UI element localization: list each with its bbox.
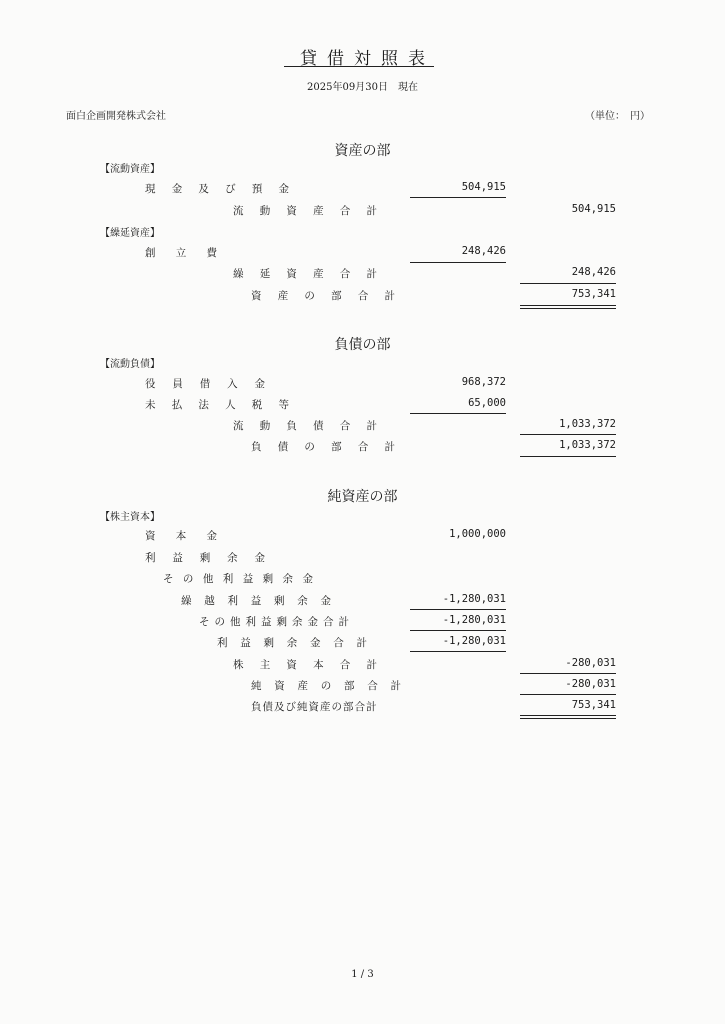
rule (410, 609, 506, 610)
current-liabilities-category: 【流動負債】 (100, 359, 160, 370)
shareholders-equity-category: 【株主資本】 (100, 512, 160, 523)
assets-total-label: 資 産 の 部 合 計 (251, 290, 395, 302)
assets-total-value: 753,341 (571, 288, 616, 300)
founding-cost-value: 248,426 (461, 245, 506, 257)
rule (410, 651, 506, 652)
capital-stock-label: 資 本 金 (145, 530, 217, 542)
unit-note: （単位： 円） (585, 111, 650, 122)
carried-forward-earnings-label: 繰 越 利 益 剰 余 金 (181, 595, 331, 607)
other-retained-total-label: そ の 他 利 益 剰 余 金 合 計 (199, 616, 349, 628)
rule (410, 413, 506, 414)
rule (410, 630, 506, 631)
rule (520, 283, 616, 284)
officer-loan-label: 役 員 借 入 金 (145, 378, 265, 390)
double-rule (520, 305, 616, 309)
grand-total-label: 負債及び純資産の部合計 (251, 701, 378, 713)
document-title: 貸借対照表 (300, 49, 435, 69)
equity-total-label: 株 主 資 本 合 計 (233, 659, 377, 671)
cash-label: 現 金 及 び 預 金 (145, 183, 289, 195)
company-name: 面白企画開発株式会社 (66, 111, 166, 122)
assets-heading: 資産の部 (334, 143, 391, 159)
current-liabilities-total-label: 流 動 負 債 合 計 (233, 420, 377, 432)
grand-total-value: 753,341 (571, 699, 616, 711)
officer-loan-value: 968,372 (461, 376, 506, 388)
net-assets-total-label: 純 資 産 の 部 合 計 (251, 680, 401, 692)
carried-forward-earnings-value: -1,280,031 (442, 593, 506, 605)
retained-earnings-total-label: 利 益 剰 余 金 合 計 (217, 637, 367, 649)
retained-earnings-total-value: -1,280,031 (442, 635, 506, 647)
liabilities-total-label: 負 債 の 部 合 計 (251, 441, 395, 453)
liabilities-heading: 負債の部 (334, 337, 391, 353)
capital-stock-value: 1,000,000 (449, 528, 506, 540)
unpaid-tax-label: 未 払 法 人 税 等 (145, 399, 289, 411)
rule (520, 434, 616, 435)
double-rule (520, 715, 616, 719)
other-retained-total-value: -1,280,031 (442, 614, 506, 626)
rule (410, 262, 506, 263)
rule (520, 694, 616, 695)
current-liabilities-total-value: 1,033,372 (559, 418, 616, 430)
title-underline (284, 66, 434, 67)
deferred-assets-category: 【繰延資産】 (100, 228, 160, 239)
rule (520, 456, 616, 457)
report-date: 2025年09月30日 現在 (307, 82, 418, 93)
current-assets-total-value: 504,915 (571, 203, 616, 215)
current-assets-category: 【流動資産】 (100, 164, 160, 175)
page-number: 1 / 3 (351, 969, 374, 980)
equity-total-value: -280,031 (565, 657, 616, 669)
deferred-assets-total-label: 繰 延 資 産 合 計 (233, 268, 377, 280)
rule (410, 197, 506, 198)
other-retained-earnings-label: そ の 他 利 益 剰 余 金 (163, 573, 313, 585)
net-assets-heading: 純資産の部 (327, 489, 398, 505)
retained-earnings-label: 利 益 剰 余 金 (145, 552, 265, 564)
cash-value: 504,915 (461, 181, 506, 193)
current-assets-total-label: 流 動 資 産 合 計 (233, 205, 377, 217)
unpaid-tax-value: 65,000 (468, 397, 506, 409)
founding-cost-label: 創 立 費 (145, 247, 217, 259)
rule (520, 673, 616, 674)
liabilities-total-value: 1,033,372 (559, 439, 616, 451)
net-assets-total-value: -280,031 (565, 678, 616, 690)
deferred-assets-total-value: 248,426 (571, 266, 616, 278)
